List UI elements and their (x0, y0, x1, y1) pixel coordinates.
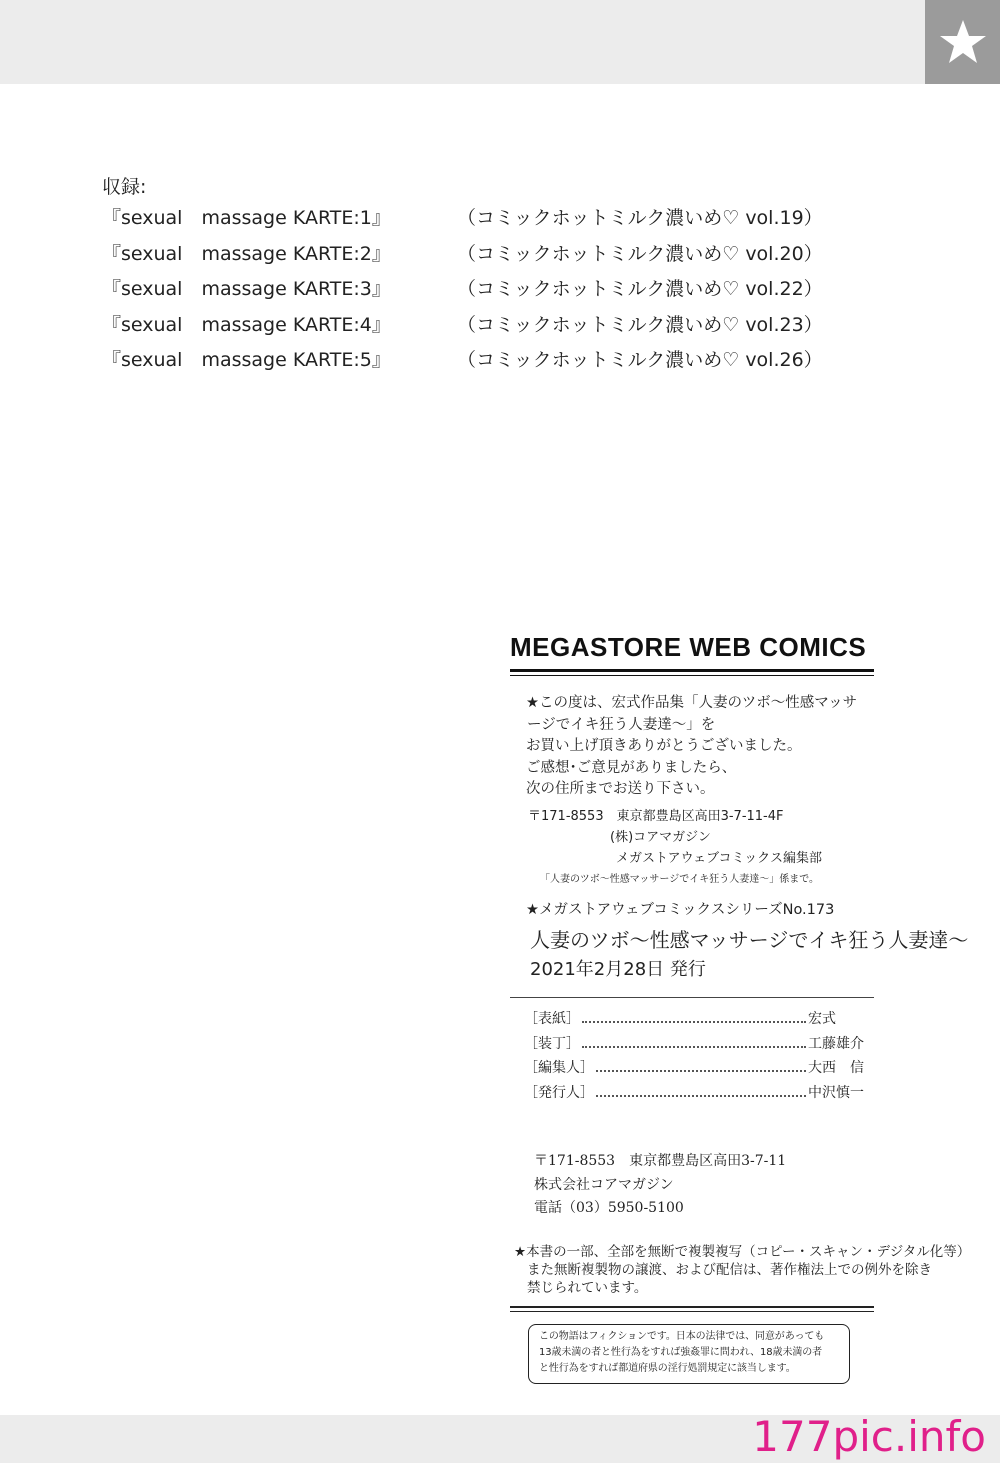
notice-line: 13歳未満の者と性行為をすれば強姦罪に問われ、18歳未満の者 (539, 1347, 823, 1358)
story-source: （コミックホットミルク濃いめ♡ vol.26） (457, 349, 823, 371)
copyright-line: ★本書の一部、全部を無断で複製複写（コピー・スキャン・デジタル化等） (514, 1244, 971, 1260)
leader-dots (596, 1062, 806, 1072)
list-item (102, 274, 823, 310)
publisher-address: 〒171-8553 東京都豊島区高田3-7-11 (534, 1153, 787, 1169)
credit-row (524, 1031, 874, 1056)
star-badge (925, 0, 1000, 84)
story-title: 『sexual massage KARTE:4』 (102, 313, 391, 336)
list-item (102, 239, 823, 275)
fiction-notice (528, 1324, 850, 1384)
credits (524, 1006, 874, 1104)
publication-date: 2021年2月28日 発行 (530, 959, 706, 980)
series-label: ★メガストアウェブコミックスシリーズNo.173 (526, 902, 835, 918)
star-icon (938, 17, 988, 67)
credit-row (524, 1006, 874, 1031)
leader-dots (582, 1013, 806, 1023)
credit-role: ［表紙］ (524, 1011, 580, 1028)
notice-line: と性行為をすれば都道府県の淫行処罰規定に該当します。 (539, 1363, 796, 1374)
list-item (102, 310, 823, 346)
address-company: (株)コアマガジン (610, 830, 711, 845)
story-source: （コミックホットミルク濃いめ♡ vol.20） (457, 242, 823, 265)
story-source: （コミックホットミルク濃いめ♡ vol.23） (457, 313, 823, 336)
story-source: （コミックホットミルク濃いめ♡ vol.22） (457, 278, 823, 300)
top-band (0, 0, 1000, 84)
thanks-line: ★この度は、宏式作品集「人妻のツボ〜性感マッサ (526, 695, 858, 711)
divider (510, 675, 874, 676)
address-note: 「人妻のツボ〜性感マッサージでイキ狂う人妻達〜」係まで。 (540, 874, 819, 885)
credit-role: ［装丁］ (524, 1035, 580, 1052)
credit-role: ［編集人］ (524, 1060, 594, 1077)
leader-dots (582, 1038, 806, 1048)
credit-name: 大西 信 (808, 1060, 864, 1077)
story-title: 『sexual massage KARTE:1』 (102, 207, 391, 229)
thanks-line: 次の住所までお送り下さい。 (526, 781, 715, 797)
publisher-phone: 電話（03）5950-5100 (534, 1200, 684, 1216)
recording-list (102, 203, 823, 381)
thanks-line: お買い上げ頂きありがとうございました。 (526, 738, 802, 754)
credit-role: ［発行人］ (524, 1084, 594, 1101)
story-source: （コミックホットミルク濃いめ♡ vol.19） (457, 207, 823, 229)
copyright-line: また無断複製物の譲渡、および配信は、著作権法上での例外を除き (527, 1262, 932, 1278)
thanks-line: ージでイキ狂う人妻達〜」を (527, 716, 716, 733)
credit-name: 中沢慎一 (808, 1084, 864, 1101)
credit-name: 工藤雄介 (808, 1035, 864, 1052)
divider (510, 997, 874, 998)
address-dept: メガストアウェブコミックス編集部 (616, 851, 823, 866)
list-item (102, 203, 823, 239)
publisher-info (534, 1150, 786, 1221)
copyright-notice (514, 1243, 970, 1297)
mail-address (528, 806, 822, 890)
notice-line: この物語はフィクションです。日本の法律では、同意があっても (539, 1331, 825, 1342)
brand-logo: MEGASTORE WEB COMICS (510, 632, 867, 662)
thanks-message (526, 693, 857, 801)
recording-title: 収録: (102, 176, 147, 198)
copyright-line: 禁じられています。 (527, 1280, 648, 1296)
address-line: 〒171-8553 東京都豊島区高田3-7-11-4F (528, 809, 784, 824)
thanks-line: ご感想･ご意見がありましたら、 (526, 759, 737, 776)
story-title: 『sexual massage KARTE:5』 (102, 349, 391, 371)
leader-dots (596, 1087, 806, 1097)
credit-name: 宏式 (808, 1011, 836, 1028)
divider (510, 1311, 874, 1312)
story-title: 『sexual massage KARTE:2』 (102, 242, 391, 265)
list-item (102, 345, 823, 381)
publisher-company: 株式会社コアマガジン (534, 1176, 674, 1193)
divider (510, 669, 874, 672)
watermark: 177pic.info (752, 1412, 986, 1461)
credit-row (524, 1080, 874, 1105)
credit-row (524, 1055, 874, 1080)
brand-header (510, 632, 874, 676)
divider (510, 1306, 874, 1308)
book-title: 人妻のツボ〜性感マッサージでイキ狂う人妻達〜 (530, 928, 969, 952)
story-title: 『sexual massage KARTE:3』 (102, 278, 391, 300)
